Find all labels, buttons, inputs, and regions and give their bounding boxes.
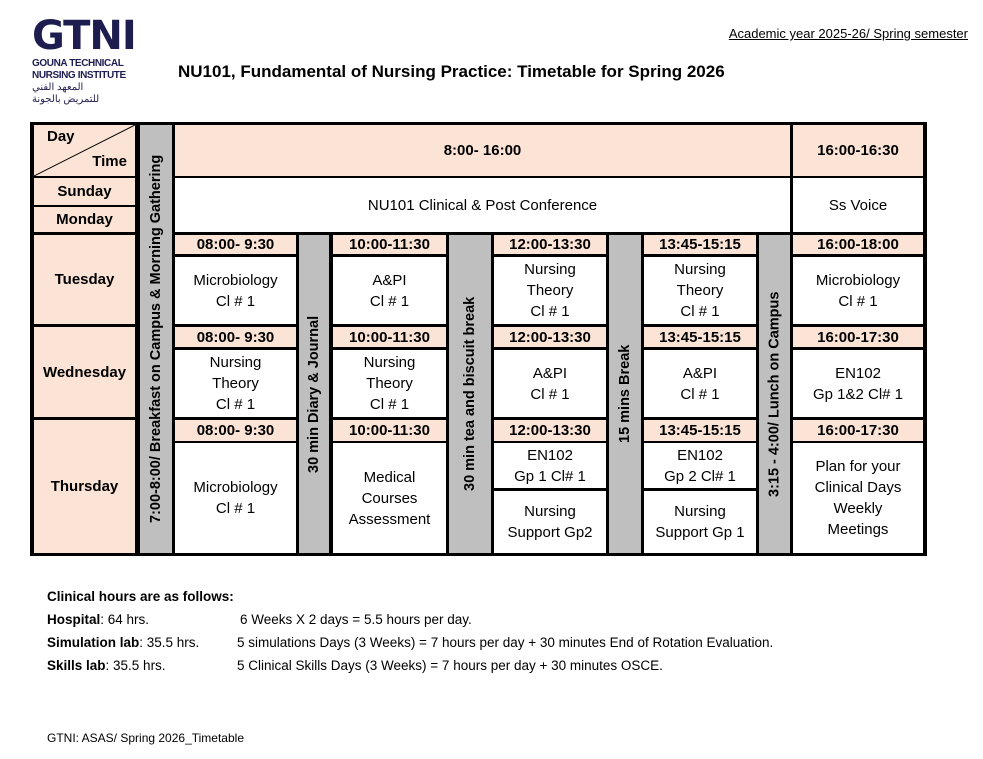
sun-mon-ss-voice-text: Ss Voice xyxy=(828,196,888,214)
day-monday xyxy=(34,207,135,232)
thursday-time-2-text: 12:00-13:30 xyxy=(509,422,591,439)
wednesday-time-4 xyxy=(793,327,923,347)
notes-label: Skills lab xyxy=(47,658,106,673)
thursday-session-lower-1 xyxy=(644,491,756,553)
tuesday-time-4-text: 16:00-18:00 xyxy=(817,236,899,253)
day-sunday-text: Sunday xyxy=(57,183,112,200)
day-wednesday-text: Wednesday xyxy=(42,363,127,381)
wednesday-session-0-text: Nursing Theory Cl # 1 xyxy=(209,354,262,413)
tuesday-session-1 xyxy=(333,257,446,324)
main-time-header-text: 8:00- 16:00 xyxy=(443,142,522,159)
thursday-time-4-text: 16:00-17:30 xyxy=(817,422,899,439)
notes-hours: : 64 hrs. xyxy=(100,612,150,627)
wednesday-session-3-text: A&PI Cl # 1 xyxy=(680,364,720,403)
tuesday-time-2-text: 12:00-13:30 xyxy=(509,236,591,253)
tea-break-band xyxy=(449,235,491,553)
wednesday-session-4 xyxy=(793,350,923,417)
notes-row-hospital xyxy=(47,608,947,631)
day-tuesday xyxy=(34,235,135,324)
day-time-corner xyxy=(34,125,135,176)
wednesday-session-2 xyxy=(494,350,606,417)
logo-line1: GOUNA TECHNICAL xyxy=(32,58,124,69)
timetable-grid xyxy=(30,122,927,556)
15min-break-band-text: 15 mins Break xyxy=(617,344,633,444)
wednesday-time-3-text: 13:45-15:15 xyxy=(659,328,741,346)
tuesday-session-4 xyxy=(793,257,923,324)
tuesday-time-1-text: 10:00-11:30 xyxy=(349,236,430,253)
thursday-session-3 xyxy=(644,443,756,488)
day-monday-text: Monday xyxy=(56,211,113,228)
diary-band xyxy=(299,235,329,553)
logo-arabic1: المعهد الفني xyxy=(32,82,84,93)
thursday-time-0-text: 08:00- 9:30 xyxy=(196,422,275,439)
notes-heading: Clinical hours are as follows: xyxy=(47,589,234,604)
main-time-header xyxy=(175,125,790,176)
thursday-time-1-text: 10:00-11:30 xyxy=(349,422,430,439)
thursday-time-0 xyxy=(175,420,296,441)
thursday-time-3 xyxy=(644,420,756,441)
notes-detail: 5 simulations Days (3 Weeks) = 7 hours per day + 30 minutes End of Rotation Evaluation. xyxy=(237,635,774,650)
tuesday-time-2 xyxy=(494,235,606,254)
tuesday-session-1-text: A&PI Cl # 1 xyxy=(369,271,410,310)
tuesday-time-0-text: 08:00- 9:30 xyxy=(196,236,275,253)
clinical-hours-notes xyxy=(47,585,947,677)
late-time-header-text: 16:00-16:30 xyxy=(817,142,899,159)
day-thursday xyxy=(34,420,135,553)
notes-hours: : 35.5 hrs. xyxy=(139,635,200,650)
thursday-time-2 xyxy=(494,420,606,441)
corner-time: Time xyxy=(92,153,127,170)
wednesday-session-1 xyxy=(333,350,446,417)
tuesday-time-0 xyxy=(175,235,296,254)
thursday-session-1-text: Medical Courses Assessment xyxy=(348,468,431,528)
notes-label: Hospital xyxy=(47,612,101,627)
gtni-logo xyxy=(32,14,142,106)
thursday-session-lower-0 xyxy=(494,491,606,553)
academic-year: Academic year 2025-26/ Spring semester xyxy=(728,26,968,41)
thursday-session-lower-1-text: Nursing Support Gp 1 xyxy=(655,503,745,541)
thursday-session-2 xyxy=(494,443,606,488)
thursday-time-3-text: 13:45-15:15 xyxy=(659,422,741,439)
wednesday-time-2-text: 12:00-13:30 xyxy=(509,328,591,346)
corner-day: Day xyxy=(47,128,75,145)
lunch-band xyxy=(759,235,790,553)
tuesday-time-3-text: 13:45-15:15 xyxy=(659,236,741,253)
thursday-session-4 xyxy=(793,443,923,553)
diary-band-text: 30 min Diary & Journal xyxy=(306,315,322,473)
thursday-time-1 xyxy=(333,420,446,441)
wednesday-session-4-text: EN102 Gp 1&2 Cl# 1 xyxy=(812,364,904,403)
breakfast-band-text: 7:00-8:00/ Breakfast on Campus & Morning Gathering xyxy=(148,154,164,524)
wednesday-time-2 xyxy=(494,327,606,347)
tuesday-session-3 xyxy=(644,257,756,324)
notes-detail: 5 Clinical Skills Days (3 Weeks) = 7 hours per day + 30 minutes OSCE. xyxy=(237,658,663,673)
notes-row-skills xyxy=(47,654,947,677)
page-title: NU101, Fundamental of Nursing Practice: Timetable for Spring 2026 xyxy=(178,62,725,81)
notes-hours: : 35.5 hrs. xyxy=(105,658,166,673)
tuesday-time-4 xyxy=(793,235,923,254)
tuesday-time-3 xyxy=(644,235,756,254)
wednesday-time-0-text: 08:00- 9:30 xyxy=(196,328,275,346)
sun-mon-clinical xyxy=(175,178,790,232)
tuesday-session-0-text: Microbiology Cl # 1 xyxy=(193,271,278,310)
logo-mark: GTNI xyxy=(32,13,136,59)
breakfast-band xyxy=(140,125,172,553)
logo-line2: NURSING INSTITUTE xyxy=(32,70,126,81)
wednesday-session-2-text: A&PI Cl # 1 xyxy=(530,364,570,403)
day-sunday xyxy=(34,178,135,205)
late-time-header xyxy=(793,125,923,176)
day-tuesday-text: Tuesday xyxy=(54,271,115,288)
day-thursday-text: Thursday xyxy=(50,478,119,495)
tuesday-session-3-text: Nursing Theory Cl # 1 xyxy=(674,261,726,320)
wednesday-time-0 xyxy=(175,327,296,347)
tea-break-band-text: 30 min tea and biscuit break xyxy=(462,296,478,492)
wednesday-session-1-text: Nursing Theory Cl # 1 xyxy=(363,354,416,413)
tuesday-session-2-text: Nursing Theory Cl # 1 xyxy=(524,261,576,320)
thursday-session-4-text: Plan for your Clinical Days Weekly Meetings xyxy=(814,458,902,538)
thursday-session-0 xyxy=(175,443,296,553)
notes-label: Simulation lab xyxy=(47,635,140,650)
sun-mon-clinical-text: NU101 Clinical & Post Conference xyxy=(367,196,598,214)
thursday-session-lower-0-text: Nursing Support Gp2 xyxy=(507,503,593,541)
footer: GTNI: ASAS/ Spring 2026_Timetable xyxy=(47,731,244,745)
tuesday-time-1 xyxy=(333,235,446,254)
15min-break-band xyxy=(609,235,641,553)
sun-mon-ss-voice xyxy=(793,178,923,232)
notes-detail: 6 Weeks X 2 days = 5.5 hours per day. xyxy=(240,612,472,627)
thursday-session-0-text: Microbiology Cl # 1 xyxy=(193,479,278,517)
tuesday-session-0 xyxy=(175,257,296,324)
notes-row-simulation xyxy=(47,631,947,654)
day-wednesday xyxy=(34,327,135,417)
logo-arabic2: للتمريض بالجونة xyxy=(32,94,100,105)
thursday-session-2-text: EN102 Gp 1 Cl# 1 xyxy=(514,446,586,485)
wednesday-time-3 xyxy=(644,327,756,347)
thursday-session-3-text: EN102 Gp 2 Cl# 1 xyxy=(664,446,736,485)
wednesday-session-0 xyxy=(175,350,296,417)
wednesday-time-4-text: 16:00-17:30 xyxy=(817,328,899,346)
lunch-band-text: 3:15 - 4:00/ Lunch on Campus xyxy=(766,291,783,497)
tuesday-session-2 xyxy=(494,257,606,324)
thursday-session-1 xyxy=(333,443,446,553)
wednesday-time-1 xyxy=(333,327,446,347)
wednesday-session-3 xyxy=(644,350,756,417)
thursday-time-4 xyxy=(793,420,923,441)
wednesday-time-1-text: 10:00-11:30 xyxy=(349,328,430,346)
tuesday-session-4-text: Microbiology Cl # 1 xyxy=(815,271,901,310)
